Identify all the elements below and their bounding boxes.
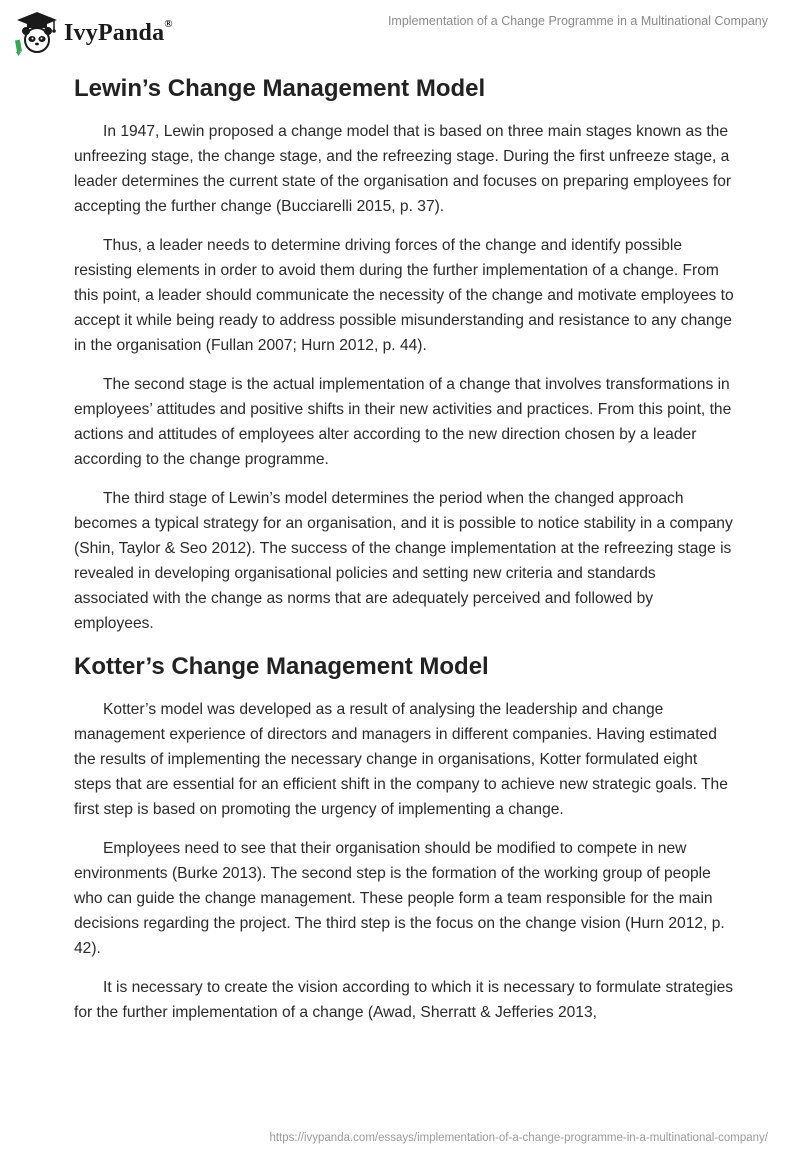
paragraph: Thus, a leader needs to determine driving forces of the change and identify possible resisting elements in order to avoid them during the further implementation of a change. From this point, a leader should communicate the necessity of the change and motivate employees to accept it while being ready to address possible misunderstanding and resistance to any change in the organisation (Fullan 2007; Hurn 2012, p. 44).: [74, 237, 734, 354]
essay-content: [74, 73, 734, 1025]
paragraph: The third stage of Lewin’s model determines the period when the changed approach becomes a typical strategy for an organisation, and it is possible to notice stability in a company (Shin, Taylor & Seo 2012). The success of the change implementation at the refreezing stage is revealed in developing organisational policies and setting new criteria and standards associated with the change as norms that are adequately perceived and followed by employees.: [74, 490, 733, 632]
paragraph: Employees need to see that their organisation should be modified to compete in new environments (Burke 2013). The second step is the formation of the working group of people who can guide the change management. These people form a team responsible for the main decisions regarding the project. The third step is the focus on the change vision (Hurn 2012, p. 42).: [74, 840, 725, 957]
paragraph: The second stage is the actual implementation of a change that involves transformations in employees’ attitudes and positive shifts in their new activities and practices. From this point, the actions and attitudes of employees alter according to the new direction chosen by a leader according to the change programme.: [74, 376, 732, 468]
paragraph: Kotter’s model was developed as a result of analysing the leadership and change management experience of directors and managers in different companies. Having estimated the results of implementing the necessary change in organisations, Kotter formulated eight steps that are essential for an efficient shift in the company to achieve new strategic goals. The first step is based on promoting the urgency of implementing a change.: [74, 701, 728, 818]
document-title: Implementation of a Change Programme in a Multinational Company: [387, 14, 768, 28]
paragraph: It is necessary to create the vision according to which it is necessary to formulate strategies for the further implementation of a change (Awad, Sherratt & Jefferies 2013,: [74, 979, 734, 1021]
panda-graduate-icon: [14, 10, 60, 56]
source-url-link[interactable]: https://ivypanda.com/essays/implementation-of-a-change-programme-in-a-multinational-company/: [269, 1132, 768, 1144]
brand-logo[interactable]: [14, 10, 173, 56]
registered-mark: ®: [164, 17, 173, 30]
paragraph: In 1947, Lewin proposed a change model that is based on three main stages known as the unfreezing stage, the change stage, and the refreezing stage. During the first unfreeze stage, a leader determines the current state of the organisation and focuses on preparing employees for accepting the further change (Bucciarelli 2015, p. 37).: [74, 123, 732, 215]
page-header: [0, 0, 800, 70]
section-heading: Kotter’s Change Management Model: [74, 653, 489, 680]
section-heading: Lewin’s Change Management Model: [74, 75, 486, 102]
brand-name: IvyPanda®: [64, 17, 173, 46]
